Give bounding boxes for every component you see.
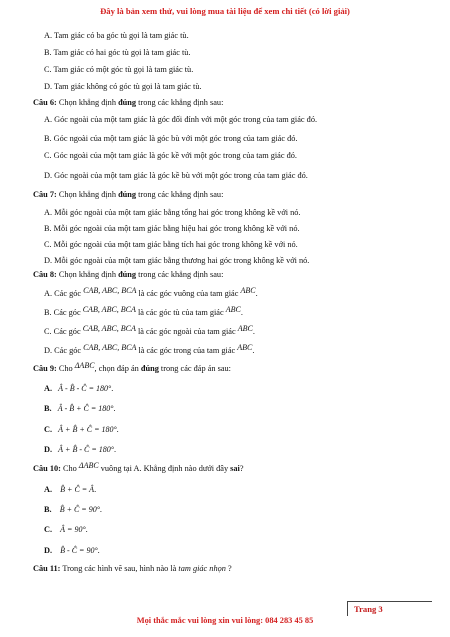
page-number-box [347, 601, 432, 616]
q7-option-d: D. Mỗi góc ngoài của một tam giác bằng thương hai góc trong không kề với nó. [44, 256, 310, 265]
q8-d-dot: . [252, 346, 255, 355]
q9-c-formula: Â + B̂ + Ĉ = 180° [58, 425, 117, 434]
q10-b-formula: B̂ + Ĉ = 90° [59, 505, 100, 514]
q8-emphasis: đúng [118, 270, 137, 279]
q8-b-angles: CAB, ABC, BCA [82, 305, 136, 314]
q8-d-angles: CAB, ABC, BCA [83, 343, 137, 352]
q5-option-a: A. Tam giác có ba góc tù gọi là tam giác tù. [44, 31, 189, 40]
q5-option-d: D. Tam giác không có góc tù gọi là tam giác tù. [44, 82, 202, 91]
q5-option-c: C. Tam giác có một góc tù gọi là tam giác tù. [44, 65, 194, 74]
q10-a-letter: A. [44, 485, 53, 494]
q8-d-triangle: ABC [237, 343, 253, 352]
q9-option-c: C. Â + B̂ + Ĉ = 180°. [44, 425, 119, 434]
q8-option-c [44, 326, 255, 337]
q8-option-b [44, 307, 243, 318]
preview-banner: Đây là bản xem thử, vui lòng mua tài liệu để xem chi tiết (có lời giải) [100, 6, 350, 16]
q8-c-angles: CAB, ABC, BCA [82, 324, 136, 333]
q8-c-middle: là các góc ngoài của tam giác [137, 327, 236, 336]
q6-option-d: D. Góc ngoài của một tam giác là góc kề bù với một góc trong của tam giác đó. [44, 171, 308, 180]
q6-emphasis: đúng [118, 98, 137, 107]
q9-option-a: A. Â - B̂ - Ĉ = 180°. [44, 384, 114, 393]
q9-emphasis: đúng [140, 364, 159, 373]
q9-text-pre: Cho [56, 364, 75, 373]
q9-label: Câu 9: [33, 364, 57, 373]
q9-triangle: ΔABC [74, 361, 95, 370]
q8-text-pre: Chọn khẳng định [56, 270, 119, 279]
q8-b-triangle: ABC [225, 305, 241, 314]
q9-option-b: B. Â - B̂ + Ĉ = 180°. [44, 404, 116, 413]
q6-option-c: C. Góc ngoài của một tam giác là góc kề với một góc trong của tam giác đó. [44, 151, 297, 160]
q8-label: Câu 8: [33, 270, 57, 279]
q9-text-mid: , chọn đáp án [94, 364, 141, 373]
q9-d-formula: Â + B̂ - Ĉ = 180° [58, 445, 114, 454]
q7-option-a: A. Mỗi góc ngoài của một tam giác bằng tổng hai góc trong không kề với nó. [44, 208, 301, 217]
q6-text-pre: Chọn khẳng định [56, 98, 119, 107]
q10-label: Câu 10: [33, 464, 61, 473]
q9-text-post: trong các đáp án sau: [158, 364, 231, 373]
q7-label: Câu 7: [33, 190, 57, 199]
footer-contact: Mọi thắc mắc vui lòng xin vui lòng: 084 283 45 85 [136, 616, 314, 625]
q7-text-pre: Chọn khẳng định [56, 190, 119, 199]
q8-b-dot: . [240, 308, 243, 317]
q9-a-letter: A. [44, 384, 53, 393]
q7-option-b: B. Mỗi góc ngoài của một tam giác bằng hiệu hai góc trong không kề với nó. [44, 224, 300, 233]
q10-question [33, 463, 244, 474]
q10-text-mid: vuông tại A. Khẳng định nào dưới đây [98, 464, 231, 473]
q8-a-angles: CAB, ABC, BCA [83, 286, 137, 295]
q9-option-d: D. Â + B̂ - Ĉ = 180°. [44, 445, 117, 454]
q9-b-formula: Â - B̂ + Ĉ = 180° [57, 404, 114, 413]
q8-d-middle: là các góc trong của tam giác [138, 346, 236, 355]
q10-d-formula: B̂ - Ĉ = 90° [60, 546, 98, 555]
q8-b-prefix: B. Các góc [44, 308, 81, 317]
q8-c-prefix: C. Các góc [44, 327, 81, 336]
q9-a-formula: Â - B̂ - Ĉ = 180° [58, 384, 112, 393]
q10-d-letter: D. [44, 546, 53, 555]
q8-d-prefix: D. Các góc [44, 346, 82, 355]
q8-a-triangle: ABC [240, 286, 256, 295]
q10-option-b: B. B̂ + Ĉ = 90°. [44, 505, 102, 514]
q6-question [33, 97, 223, 108]
q10-text-pre: Cho [60, 464, 79, 473]
q6-option-a: A. Góc ngoài của một tam giác là góc đối đỉnh với một góc trong của tam giác đó. [44, 115, 318, 124]
q10-emphasis: sai [230, 464, 240, 473]
q8-a-dot: . [255, 289, 258, 298]
q10-a-formula: B̂ + Ĉ = Â [60, 485, 95, 494]
q9-question [33, 363, 231, 374]
q8-text-post: trong các khẳng định sau: [136, 270, 224, 279]
q10-option-c: C. Â = 90°. [44, 525, 88, 534]
q10-c-formula: Â = 90° [60, 525, 86, 534]
q9-b-letter: B. [44, 404, 52, 413]
q11-question [33, 563, 232, 574]
q10-b-letter: B. [44, 505, 52, 514]
q6-text-post: trong các khẳng định sau: [136, 98, 224, 107]
q6-label: Câu 6: [33, 98, 57, 107]
q8-option-a [44, 288, 258, 299]
q8-question [33, 269, 223, 280]
q9-c-letter: C. [44, 425, 53, 434]
q8-option-d [44, 345, 254, 356]
q10-text-post: ? [239, 464, 244, 473]
q11-text-pre: Trong các hình vẽ sau, hình nào là [60, 564, 179, 573]
q8-c-triangle: ABC [237, 324, 253, 333]
q7-text-post: trong các khẳng định sau: [136, 190, 224, 199]
q11-emphasis: tam giác nhọn [178, 564, 226, 573]
q7-emphasis: đúng [118, 190, 137, 199]
q6-option-b: B. Góc ngoài của một tam giác là góc bù với một góc trong của tam giác đó. [44, 134, 298, 143]
q7-question [33, 189, 223, 200]
q5-option-b: B. Tam giác có hai góc tù gọi là tam giác tù. [44, 48, 191, 57]
q10-triangle: ΔABC [78, 461, 99, 470]
q9-d-letter: D. [44, 445, 53, 454]
q11-text-post: ? [225, 564, 232, 573]
q8-b-middle: là các góc tù của tam giác [137, 308, 224, 317]
q11-label: Câu 11: [33, 564, 61, 573]
q7-option-c: C. Mỗi góc ngoài của một tam giác bằng tích hai góc trong không kề với nó. [44, 240, 298, 249]
q8-a-prefix: A. Các góc [44, 289, 82, 298]
q8-c-dot: . [252, 327, 255, 336]
q8-a-middle: là các góc vuông của tam giác [138, 289, 239, 298]
q10-option-a: A. B̂ + Ĉ = Â. [44, 485, 97, 494]
q10-c-letter: C. [44, 525, 53, 534]
q10-option-d: D. B̂ - Ĉ = 90°. [44, 546, 100, 555]
page-number: Trang 3 [354, 604, 383, 614]
